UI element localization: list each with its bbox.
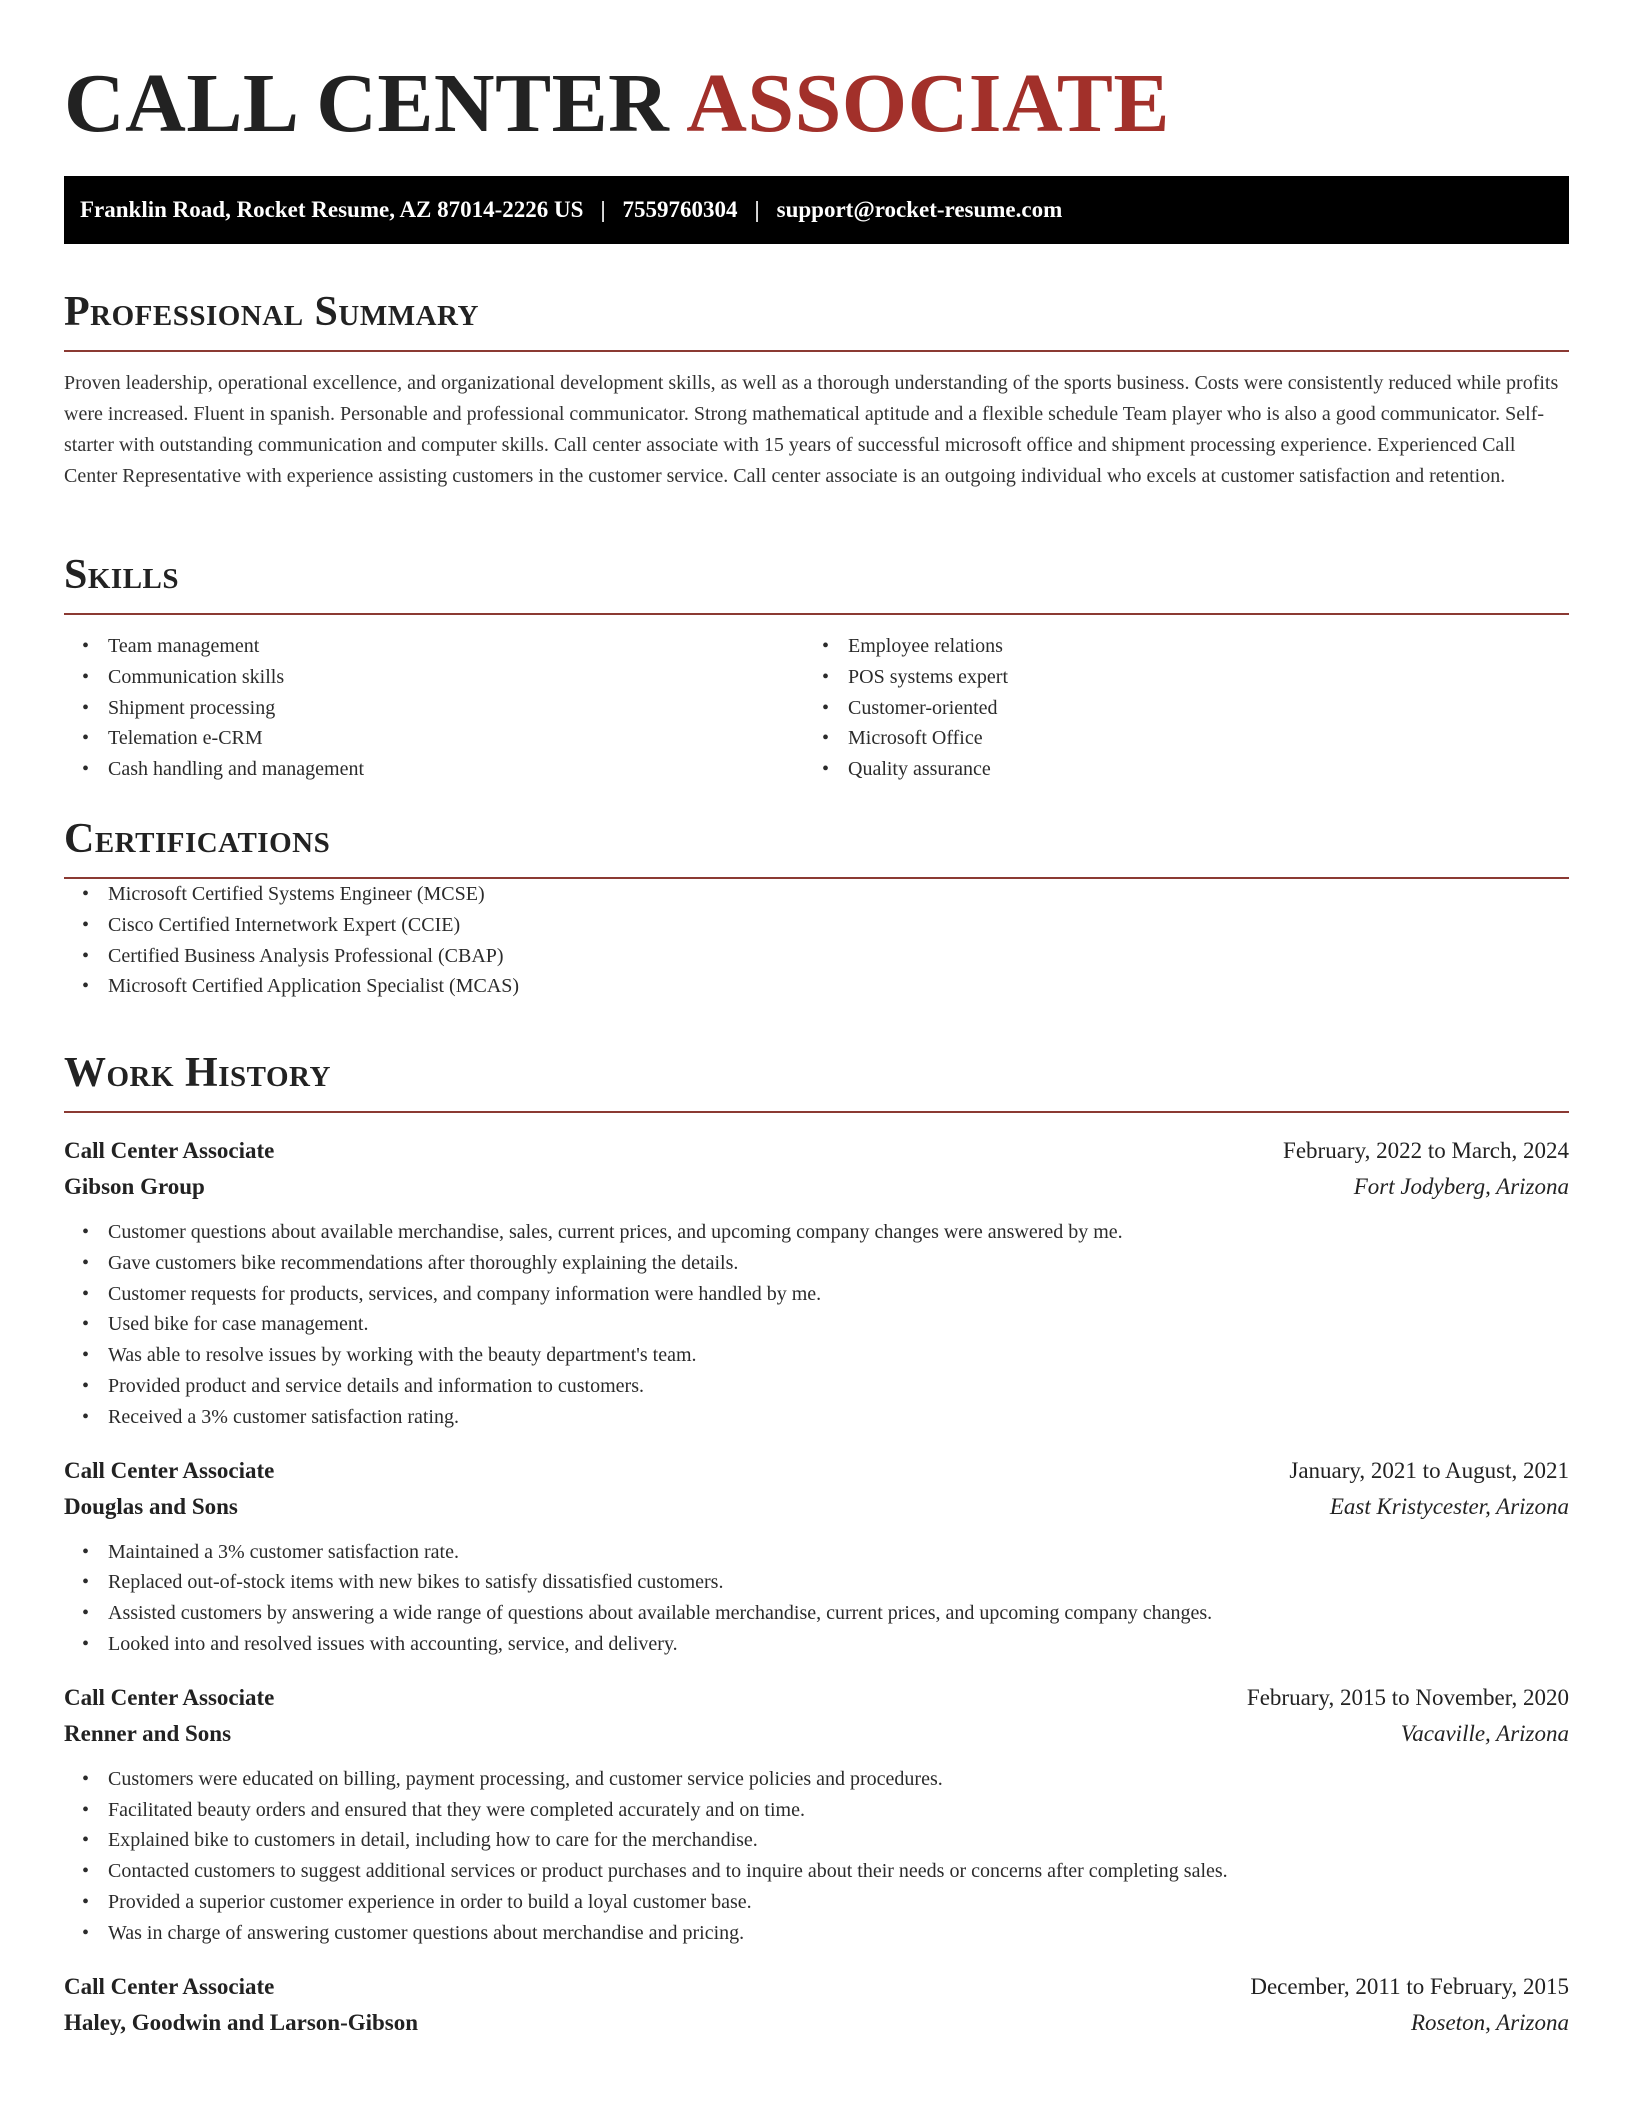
list-item-text: Facilitated beauty orders and ensured that they were completed accurately and on time. [108, 1798, 805, 1821]
list-item [64, 1598, 1569, 1629]
list-item-text: Was able to resolve issues by working with the beauty department's team. [108, 1344, 697, 1367]
list-item-text: Shipment processing [108, 696, 276, 719]
skills-heading: Skills [64, 552, 180, 598]
job-header-row [64, 1133, 1569, 1169]
job-entry [64, 1453, 1569, 1660]
list-item [64, 1217, 1569, 1248]
job-location: East Kristycester, Arizona [1329, 1493, 1569, 1519]
list-item-text: Microsoft Certified Systems Engineer (MCSE) [108, 883, 485, 905]
job-header-row [64, 1453, 1569, 1489]
list-item-text: Quality assurance [848, 758, 991, 781]
list-item [64, 723, 804, 754]
job-title: Call Center Associate [64, 1684, 275, 1710]
job-dates: December, 2011 to February, 2015 [1250, 1973, 1569, 1999]
bullet-icon: • [822, 758, 830, 781]
list-item-text: Customer-oriented [848, 696, 998, 719]
bullet-icon: • [82, 1860, 90, 1883]
resume-title [64, 58, 1170, 150]
list-item [64, 1371, 1569, 1402]
bullet-icon: • [82, 1374, 90, 1397]
job-company: Haley, Goodwin and Larson-Gibson [64, 2009, 419, 2035]
list-item-text: Maintained a 3% customer satisfaction rate. [108, 1540, 459, 1563]
job-title: Call Center Associate [64, 1138, 275, 1163]
bullet-icon: • [822, 727, 830, 750]
job-company: Gibson Group [64, 1174, 205, 1199]
list-item [804, 693, 1544, 724]
list-item [64, 1309, 1569, 1340]
bullet-icon: • [82, 1221, 90, 1243]
certifications-list [64, 879, 1569, 1002]
certifications-section [64, 813, 1569, 1002]
job-bullets [64, 1537, 1569, 1660]
list-item-text: Explained bike to customers in detail, including how to care for the merchandise. [108, 1829, 758, 1852]
skills-columns [64, 631, 1569, 785]
job-entry [64, 1969, 1569, 2041]
list-item [64, 1340, 1569, 1371]
list-item-text: Customer requests for products, services, and company information were handled by me. [108, 1282, 822, 1305]
bullet-icon: • [82, 913, 90, 936]
list-item [64, 1279, 1569, 1310]
bullet-icon: • [82, 696, 90, 719]
title-accent: ASSOCIATE [686, 57, 1170, 150]
list-item-text: Used bike for case management. [108, 1313, 369, 1336]
list-item [804, 723, 1544, 754]
contact-bar [64, 176, 1569, 244]
list-item [64, 910, 1569, 941]
list-item-text: Contacted customers to suggest additional services or product purchases and to inquire about their needs or concerns after completing sales. [108, 1860, 1228, 1883]
job-location: Roseton, Arizona [1410, 2009, 1569, 2035]
list-item [64, 971, 1569, 1002]
bullet-icon: • [82, 1313, 90, 1336]
bullet-icon: • [82, 727, 90, 750]
title-main: CALL CENTER [64, 57, 670, 150]
bullet-icon: • [82, 1405, 90, 1428]
list-item-text: Customer questions about available merchandise, sales, current prices, and upcoming company changes were answered by me. [108, 1221, 1123, 1243]
job-header-row [64, 1680, 1569, 1716]
certifications-heading: Certifications [64, 816, 331, 862]
bullet-icon: • [82, 1282, 90, 1305]
job-bullets [64, 1764, 1569, 1949]
list-item [64, 879, 1569, 910]
list-item-text: Employee relations [848, 635, 1003, 657]
list-item [64, 662, 804, 693]
job-entry [64, 1133, 1569, 1433]
bullet-icon: • [82, 665, 90, 688]
list-item-text: Certified Business Analysis Professional (CBAP) [108, 944, 504, 967]
job-company-row [64, 2005, 1569, 2041]
list-item-text: Microsoft Office [848, 727, 983, 750]
list-item [64, 1629, 1569, 1660]
job-company: Renner and Sons [64, 1720, 232, 1746]
contact-separator: | [600, 197, 606, 222]
list-item-text: Telemation e-CRM [108, 727, 263, 750]
section-divider [64, 613, 1569, 615]
bullet-icon: • [82, 883, 90, 905]
job-dates: February, 2022 to March, 2024 [1283, 1138, 1569, 1163]
work-history-heading: Work History [64, 1050, 331, 1096]
list-item-text: Received a 3% customer satisfaction rating. [108, 1405, 459, 1428]
bullet-icon: • [82, 1344, 90, 1367]
bullet-icon: • [82, 758, 90, 781]
list-item [64, 693, 804, 724]
list-item-text: Was in charge of answering customer questions about merchandise and pricing. [108, 1921, 745, 1944]
job-location: Vacaville, Arizona [1400, 1720, 1569, 1746]
list-item [64, 1567, 1569, 1598]
list-item [804, 754, 1544, 785]
list-item-text: Provided a superior customer experience in order to build a loyal customer base. [108, 1890, 752, 1913]
bullet-icon: • [82, 1798, 90, 1821]
job-title: Call Center Associate [64, 1973, 275, 1999]
contact-phone: 7559760304 [622, 197, 738, 222]
skills-left-list [64, 631, 804, 785]
job-title: Call Center Associate [64, 1457, 275, 1483]
job-dates: January, 2021 to August, 2021 [1289, 1457, 1569, 1483]
skills-section [64, 549, 1569, 785]
bullet-icon: • [82, 635, 90, 657]
list-item-text: Microsoft Certified Application Specialist (MCAS) [108, 975, 520, 998]
bullet-icon: • [822, 665, 830, 688]
list-item [64, 1918, 1569, 1949]
bullet-icon: • [82, 1602, 90, 1625]
contact-email[interactable]: support@rocket-resume.com [776, 197, 1063, 222]
list-item [64, 1856, 1569, 1887]
list-item-text: Team management [108, 635, 260, 657]
list-item-text: Communication skills [108, 665, 285, 688]
section-divider [64, 350, 1569, 352]
list-item-text: Customers were educated on billing, payment processing, and customer service policies and procedures. [108, 1767, 943, 1790]
bullet-icon: • [82, 975, 90, 998]
section-divider [64, 1111, 1569, 1113]
list-item [64, 1537, 1569, 1568]
job-company-row [64, 1716, 1569, 1752]
list-item [804, 662, 1544, 693]
list-item [64, 1402, 1569, 1433]
bullet-icon: • [822, 696, 830, 719]
contact-address: Franklin Road, Rocket Resume, AZ 87014-2226 US [80, 197, 584, 222]
list-item-text: Looked into and resolved issues with accounting, service, and delivery. [108, 1632, 678, 1655]
summary-section [64, 286, 1569, 492]
list-item-text: Provided product and service details and information to customers. [108, 1374, 644, 1397]
bullet-icon: • [82, 1890, 90, 1913]
bullet-icon: • [82, 1251, 90, 1274]
list-item [804, 631, 1544, 662]
job-company: Douglas and Sons [64, 1493, 238, 1519]
list-item [64, 1887, 1569, 1918]
list-item [64, 754, 804, 785]
work-history-section [64, 1047, 1569, 2041]
bullet-icon: • [822, 635, 830, 657]
job-bullets [64, 1217, 1569, 1433]
bullet-icon: • [82, 1829, 90, 1852]
list-item [64, 1764, 1569, 1795]
list-item-text: Replaced out-of-stock items with new bikes to satisfy dissatisfied customers. [108, 1571, 724, 1594]
job-location: Fort Jodyberg, Arizona [1353, 1174, 1569, 1199]
summary-text: Proven leadership, operational excellence, and organizational development skills, as well as a thorough understanding of the sports business. Costs were consistently reduced while profits were increased. Fluent in spanish. Personable and professional communicator. Strong mathematical aptitude and a flexible schedule Team player who is also a good communicator. Self-starter with outstanding communication and computer skills. Call center associate with 15 years of successful microsoft office and shipment processing experience. Experienced Call Center Representative with experience assisting customers in the customer service. Call center associate is an outgoing individual who excels at customer satisfaction and retention. [64, 372, 1559, 487]
summary-heading: Professional Summary [64, 289, 479, 335]
job-entry [64, 1680, 1569, 1949]
job-company-row [64, 1489, 1569, 1525]
job-company-row [64, 1169, 1569, 1205]
list-item [64, 631, 804, 662]
list-item [64, 1795, 1569, 1826]
bullet-icon: • [82, 944, 90, 967]
list-item [64, 1825, 1569, 1856]
job-dates: February, 2015 to November, 2020 [1246, 1684, 1569, 1710]
bullet-icon: • [82, 1571, 90, 1594]
bullet-icon: • [82, 1540, 90, 1563]
jobs-container [64, 1133, 1569, 2041]
bullet-icon: • [82, 1767, 90, 1790]
contact-separator: | [754, 197, 760, 222]
list-item-text: Cash handling and management [108, 758, 365, 781]
bullet-icon: • [82, 1921, 90, 1944]
skills-right-list [804, 631, 1544, 785]
list-item [64, 1248, 1569, 1279]
bullet-icon: • [82, 1632, 90, 1655]
list-item-text: Assisted customers by answering a wide range of questions about available merchandise, current prices, and upcoming company changes. [108, 1602, 1213, 1625]
list-item [64, 941, 1569, 972]
list-item-text: Gave customers bike recommendations after thoroughly explaining the details. [108, 1251, 739, 1274]
job-header-row [64, 1969, 1569, 2005]
list-item-text: POS systems expert [848, 665, 1008, 688]
list-item-text: Cisco Certified Internetwork Expert (CCIE) [108, 913, 461, 936]
